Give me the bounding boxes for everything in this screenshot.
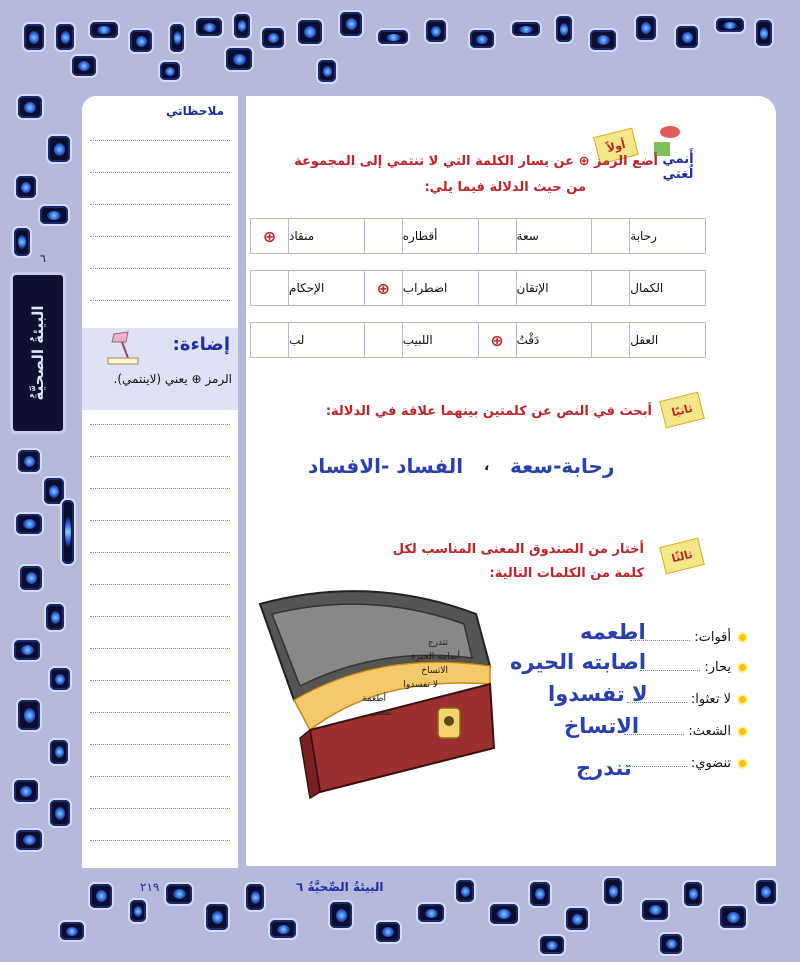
row2-word3: اضطراب	[402, 271, 478, 305]
note-line	[90, 204, 230, 205]
chapter-side-tab	[10, 272, 66, 434]
row1-mark4[interactable]: ⊕	[262, 226, 277, 246]
note-line	[90, 424, 230, 425]
note-line	[90, 172, 230, 173]
note-line	[90, 300, 230, 301]
note-line	[90, 616, 230, 617]
chapter-side-tab-label: البيئةُ الصحيَّةُ	[29, 305, 47, 401]
match-item	[630, 630, 748, 645]
note-line	[90, 552, 230, 553]
match-word: لا تعثوا:	[690, 692, 731, 707]
section2-instruction: أبحث في النص عن كلمتين بينهما علاقة في الدلالة:	[325, 404, 652, 419]
word-row-3	[250, 322, 706, 358]
row2-mark3[interactable]: ⊕	[364, 271, 402, 305]
row3-word4: لب	[288, 323, 364, 357]
row2-mark2[interactable]	[478, 271, 516, 305]
chest-word: لا تفسدوا	[403, 680, 438, 690]
section2-answer-1[interactable]: رحابة-سعة	[510, 454, 615, 478]
note-line	[90, 680, 230, 681]
row3-word3: اللبيب	[402, 323, 478, 357]
section2-answer-2[interactable]: الفساد -الافساد	[308, 454, 464, 478]
row1-mark2[interactable]	[478, 219, 516, 253]
note-line	[90, 776, 230, 777]
match-word: يحار:	[704, 660, 731, 675]
row3-mark2[interactable]: ⊕	[478, 323, 516, 357]
match-word: أقوات:	[694, 630, 731, 645]
match-answer[interactable]: اطعمه	[580, 620, 646, 644]
section2-separator: ،	[484, 458, 490, 474]
addition-text: الرمز ⊕ يعني (لاينتمي).	[113, 372, 232, 386]
row3-mark3[interactable]	[364, 323, 402, 357]
note-line	[90, 520, 230, 521]
row1-word2: سعة	[516, 219, 592, 253]
chest-word: أصابته الحيرة	[410, 652, 460, 662]
match-answer[interactable]: الاتساخ	[564, 714, 640, 738]
section1-heading: أَنمي لُغتي	[662, 152, 694, 182]
note-line	[90, 268, 230, 269]
row1-mark3[interactable]	[364, 219, 402, 253]
row2-word1: الكمال	[629, 271, 705, 305]
match-answer[interactable]: تندرج	[576, 756, 632, 780]
notes-column	[82, 96, 238, 868]
note-line	[90, 808, 230, 809]
chest-word: الاتساخ	[421, 666, 448, 676]
match-answer[interactable]: لا تفسدوا	[548, 682, 648, 706]
note-line	[90, 488, 230, 489]
answer-line	[627, 766, 687, 767]
word-row-1	[250, 218, 706, 254]
chest-word: أطعمة	[361, 694, 386, 704]
row3-word2: دَقْتُ	[516, 323, 592, 357]
bullet-icon	[737, 632, 748, 643]
row2-mark1[interactable]	[591, 271, 629, 305]
section1-badge: أولاً	[593, 128, 639, 165]
row3-mark4[interactable]	[251, 323, 288, 357]
row3-mark1[interactable]	[591, 323, 629, 357]
row3-word1: العقل	[629, 323, 705, 357]
bullet-icon	[737, 758, 748, 769]
answer-line	[640, 670, 700, 671]
match-word: الشعث:	[688, 724, 731, 739]
page-number: ٢١٩	[140, 880, 160, 894]
row2-mark4[interactable]	[251, 271, 288, 305]
row1-word3: أقطاره	[402, 219, 478, 253]
bullet-icon	[737, 726, 748, 737]
chest-word: تتدرج	[427, 638, 448, 648]
note-line	[90, 456, 230, 457]
note-line	[90, 648, 230, 649]
section1-instruction-line2: من حيث الدلالة فيما يلي:	[424, 180, 586, 195]
chest-words	[342, 636, 472, 720]
match-item	[627, 756, 748, 771]
note-line	[90, 744, 230, 745]
desk-lamp-icon	[104, 328, 144, 368]
side-page-number: ٦	[40, 252, 46, 265]
bullet-icon	[737, 694, 748, 705]
word-row-2	[250, 270, 706, 306]
exercise-panel	[246, 96, 776, 866]
section2-badge: ثانيًا	[659, 392, 705, 429]
note-line	[90, 140, 230, 141]
row1-word4: منقاد	[288, 219, 364, 253]
notes-title: ملاحظاتي	[165, 104, 224, 118]
addition-title: إضاءة:	[172, 334, 230, 355]
match-answer[interactable]: اصابته الحيره	[510, 650, 647, 674]
match-word: تنضوي:	[690, 756, 731, 771]
row2-word4: الإحكام	[288, 271, 364, 305]
footer-title: البيئةُ الصِّحيَّةُ ٦	[296, 880, 384, 894]
section3-instruction-line2: كلمة من الكلمات التالية:	[489, 566, 644, 581]
section1-instruction-line1: أضع الرمز ⊕ عن يسار الكلمة التي لا تنتمي إلى المجموعة	[294, 154, 658, 169]
match-item	[640, 660, 748, 675]
row2-word2: الإتقان	[516, 271, 592, 305]
note-line	[90, 584, 230, 585]
chest-word: تسعى	[369, 708, 392, 718]
section3-instruction-line1: أختار من الصندوق المعنى المناسب لكل	[392, 542, 644, 557]
note-line	[90, 840, 230, 841]
row1-mark1[interactable]	[591, 219, 629, 253]
match-item	[624, 724, 748, 739]
note-line	[90, 236, 230, 237]
addition-note-box	[82, 328, 238, 410]
section3-badge: ثالثًا	[659, 538, 705, 575]
bullet-icon	[737, 662, 748, 673]
note-line	[90, 712, 230, 713]
row1-word1: رحابة	[629, 219, 705, 253]
